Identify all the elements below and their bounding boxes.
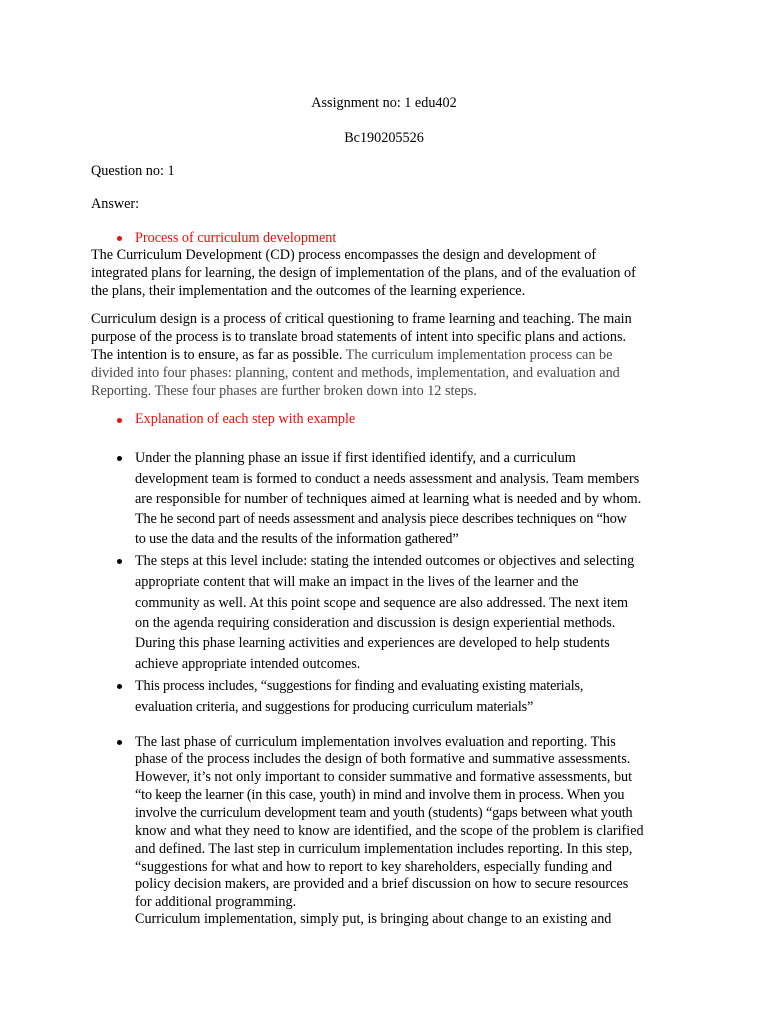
list-item-line: appropriate content that will make an impact in the lives of the learner and the bbox=[135, 574, 579, 590]
list-item-line: Under the planning phase an issue if first identified identify, and a curriculum bbox=[135, 450, 576, 466]
student-id: Bc190205526 bbox=[344, 130, 424, 146]
bullet-dot bbox=[117, 559, 122, 564]
list-item-line: “to keep the learner (in this case, youth) in mind and involve them in process. When you bbox=[135, 787, 625, 803]
list-item-line: However, it’s not only important to consider summative and formative assessments, but bbox=[135, 769, 633, 785]
question-label: Question no: 1 bbox=[91, 163, 175, 179]
list-item-line: for additional programming. bbox=[135, 894, 297, 910]
section-heading-process: Process of curriculum development bbox=[135, 230, 337, 246]
bullet-dot bbox=[117, 684, 122, 689]
bullet-dot bbox=[117, 236, 122, 241]
list-item-line: This process includes, “suggestions for finding and evaluating existing materials, bbox=[135, 678, 584, 694]
bullet-dot bbox=[117, 740, 122, 745]
paragraph-line: purpose of the process is to translate broad statements of intent into specific plans and actions. bbox=[91, 329, 627, 345]
list-item-line: know and what they need to know are identified, and the scope of the problem is clarified bbox=[135, 823, 644, 839]
list-item-line: development team is formed to conduct a needs assessment and analysis. Team members bbox=[135, 471, 640, 487]
bullet-dot bbox=[117, 418, 122, 423]
list-item-line: During this phase learning activities and experiences are developed to help students bbox=[135, 635, 610, 651]
paragraph-line: the plans, their implementation and the outcomes of the learning experience. bbox=[91, 283, 526, 299]
section-heading-explanation: Explanation of each step with example bbox=[135, 411, 356, 427]
list-item-line: and defined. The last step in curriculum implementation includes reporting. In this step, bbox=[135, 841, 633, 857]
paragraph-line: Curriculum design is a process of critical questioning to frame learning and teaching. The main bbox=[91, 311, 632, 327]
answer-label: Answer: bbox=[91, 196, 140, 212]
list-item-line: are responsible for number of techniques aimed at learning what is needed and by whom. bbox=[135, 491, 642, 507]
list-item-line: to use the data and the results of the information gathered” bbox=[135, 531, 459, 547]
paragraph-fragment: The intention is to ensure, as far as possible. bbox=[91, 347, 343, 363]
list-item-line: The last phase of curriculum implementation involves evaluation and reporting. This bbox=[135, 734, 616, 750]
paragraph-line: The Curriculum Development (CD) process encompasses the design and development of bbox=[91, 247, 597, 263]
list-item-line: The steps at this level include: stating the intended outcomes or objectives and selecting bbox=[135, 553, 635, 569]
list-item-line: achieve appropriate intended outcomes. bbox=[135, 656, 361, 672]
list-item-line: Curriculum implementation, simply put, is bringing about change to an existing and bbox=[135, 911, 612, 927]
list-item-line: community as well. At this point scope and sequence are also addressed. The next item bbox=[135, 595, 629, 611]
bullet-dot bbox=[117, 456, 122, 461]
assignment-title: Assignment no: 1 edu402 bbox=[311, 95, 457, 111]
paragraph-fragment: The curriculum implementation process can be bbox=[342, 347, 613, 363]
list-item-line: policy decision makers, are provided and a brief discussion on how to secure resources bbox=[135, 876, 629, 892]
paragraph-line bbox=[91, 346, 612, 364]
paragraph-line: divided into four phases: planning, content and methods, implementation, and evaluation and bbox=[91, 365, 620, 381]
list-item-line: involve the curriculum development team and youth (students) “gaps between what youth bbox=[135, 805, 633, 821]
list-item-line: on the agenda requiring consideration and discussion is design experiential methods. bbox=[135, 615, 616, 631]
list-item-line: “suggestions for what and how to report to key shareholders, especially funding and bbox=[135, 859, 613, 875]
list-item-line: The he second part of needs assessment and analysis piece describes techniques on “how bbox=[135, 511, 627, 527]
paragraph-line: Reporting. These four phases are further broken down into 12 steps. bbox=[91, 383, 477, 399]
list-item-line: phase of the process includes the design of both formative and summative assessments. bbox=[135, 751, 631, 767]
list-item-line: evaluation criteria, and suggestions for producing curriculum materials” bbox=[135, 699, 534, 715]
paragraph-line: integrated plans for learning, the design of implementation of the plans, and of the evaluation of bbox=[91, 265, 636, 281]
